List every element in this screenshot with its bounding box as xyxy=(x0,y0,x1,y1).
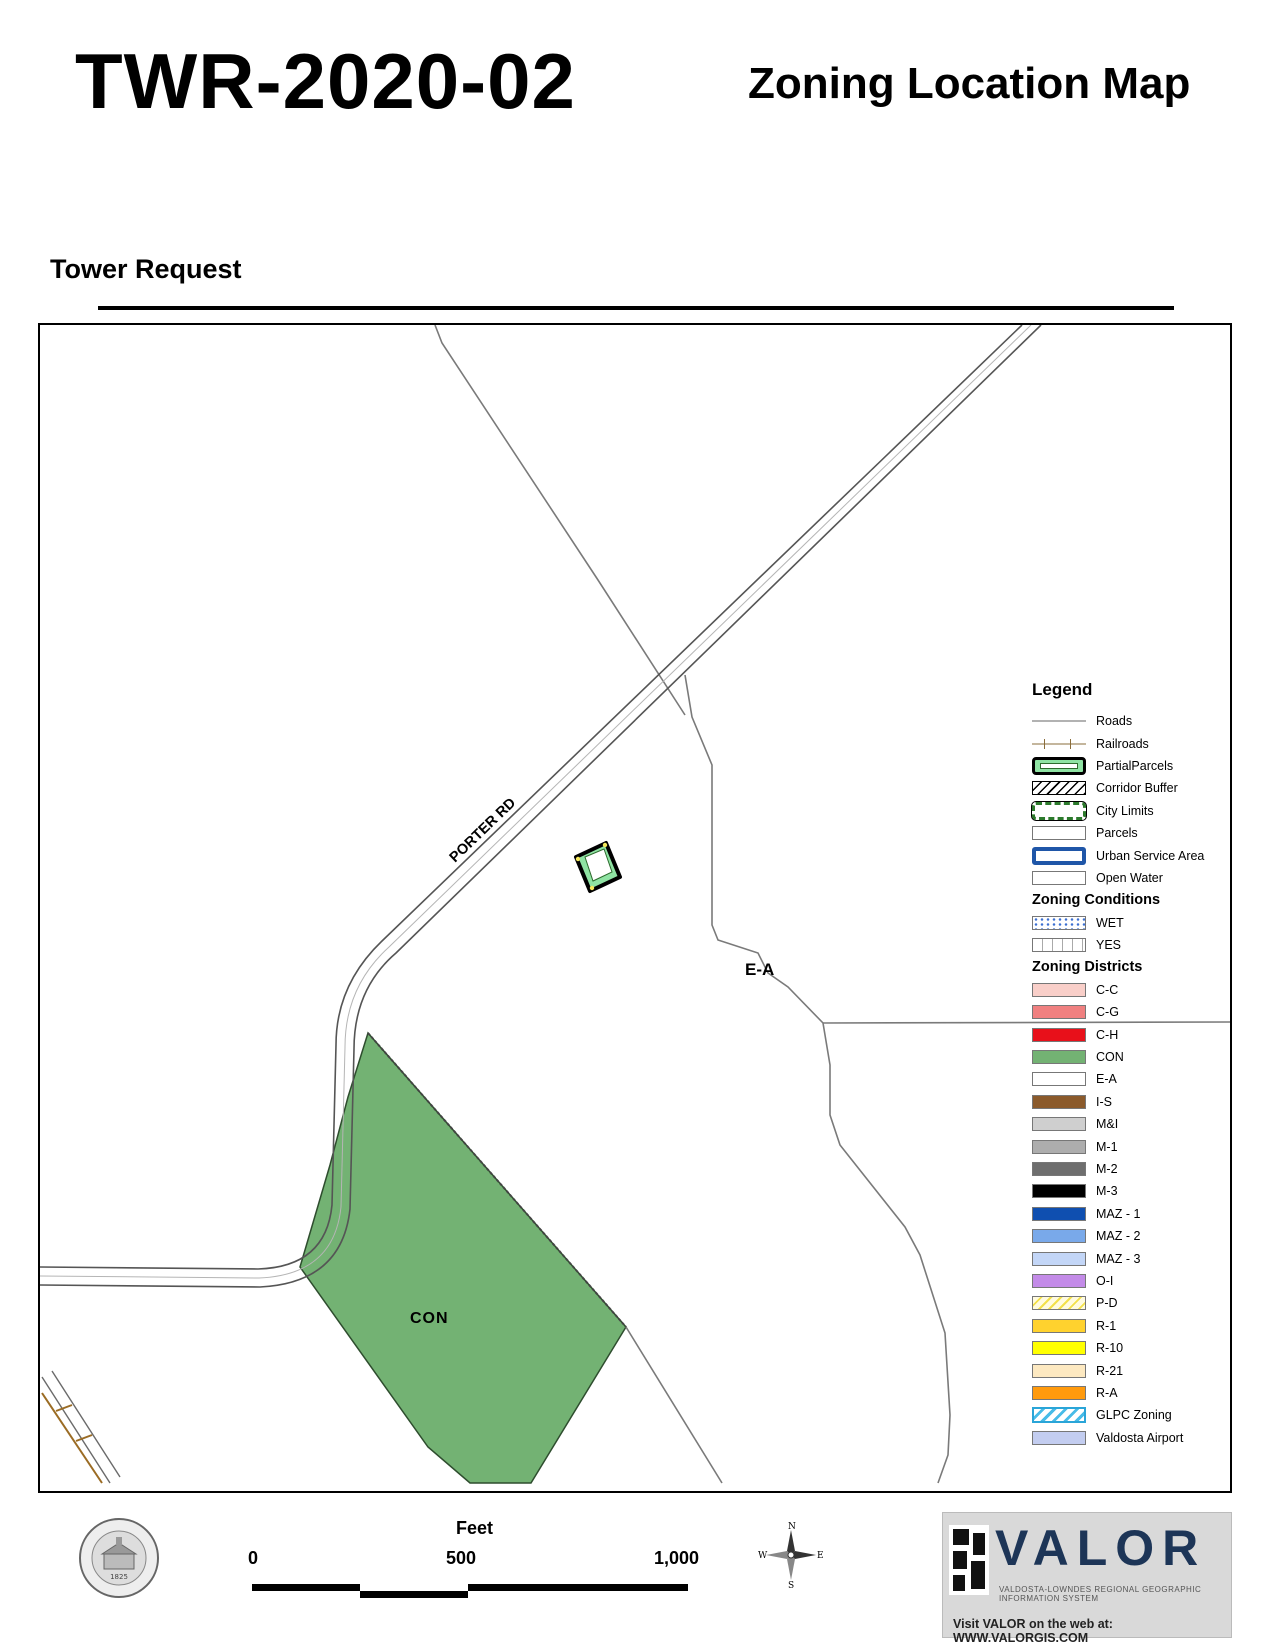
legend-label: M-1 xyxy=(1096,1139,1118,1154)
legend-district-r-21 xyxy=(1032,1359,1222,1381)
legend-label: I-S xyxy=(1096,1094,1112,1109)
county-seal-logo xyxy=(78,1517,160,1599)
map-legend xyxy=(1032,680,1222,1449)
legend-label: MAZ - 3 xyxy=(1096,1251,1141,1266)
legend-district-c-g xyxy=(1032,1001,1222,1023)
legend-swatch xyxy=(1032,1229,1086,1243)
compass-s: S xyxy=(788,1581,795,1588)
legend-label: CON xyxy=(1096,1050,1124,1065)
scale-segment-1 xyxy=(252,1584,360,1591)
legend-label: Valdosta Airport xyxy=(1096,1430,1184,1445)
legend-district-r-1 xyxy=(1032,1315,1222,1337)
legend-swatch xyxy=(1032,1319,1086,1333)
legend-condition-wet xyxy=(1032,912,1222,934)
legend-district-maz-2 xyxy=(1032,1225,1222,1247)
legend-label: O-I xyxy=(1096,1273,1114,1288)
legend-swatch xyxy=(1032,1095,1086,1109)
legend-label: GLPC Zoning xyxy=(1096,1408,1172,1423)
legend-district-glpc-zoning xyxy=(1032,1404,1222,1426)
railroad-segment xyxy=(42,1371,120,1483)
parcel-line-east xyxy=(685,675,950,1483)
legend-feature-list xyxy=(1032,710,1222,889)
legend-label: Urban Service Area xyxy=(1096,848,1205,863)
legend-item-parcels xyxy=(1032,822,1222,844)
legend-label: MAZ - 1 xyxy=(1096,1206,1141,1221)
subject-partial-parcel[interactable] xyxy=(576,843,620,891)
legend-district-r-10 xyxy=(1032,1337,1222,1359)
legend-item-partialparcels xyxy=(1032,755,1222,777)
seal-year: 1825 xyxy=(110,1573,128,1581)
legend-label: PartialParcels xyxy=(1096,758,1174,773)
compass-n: N xyxy=(788,1522,796,1532)
legend-swatch xyxy=(1032,1050,1086,1064)
legend-swatch xyxy=(1032,826,1086,840)
scale-tick-1000: 1,000 xyxy=(654,1548,700,1568)
valor-wordmark: VALOR xyxy=(995,1520,1207,1576)
valor-website-link[interactable]: Visit VALOR on the web at: WWW.VALORGIS.COM xyxy=(953,1617,1113,1645)
porter-rd-edge-left xyxy=(40,325,1022,1269)
title-rule xyxy=(98,306,1174,310)
legend-swatch xyxy=(1032,1140,1086,1154)
valor-tagline: VALDOSTA-LOWNDES REGIONAL GEOGRAPHIC INFORMATION SYSTEM xyxy=(999,1585,1202,1603)
legend-swatch xyxy=(1032,1386,1086,1400)
legend-district-p-d xyxy=(1032,1292,1222,1314)
legend-district-m-1 xyxy=(1032,1135,1222,1157)
legend-swatch xyxy=(1032,847,1086,865)
legend-condition-yes xyxy=(1032,934,1222,956)
porter-rd-label: PORTER RD xyxy=(446,795,520,866)
legend-district-valdosta-airport xyxy=(1032,1427,1222,1449)
legend-swatch xyxy=(1032,1407,1086,1423)
legend-swatch xyxy=(1032,1005,1086,1019)
legend-label: M-3 xyxy=(1096,1184,1118,1199)
map-title: Zoning Location Map xyxy=(748,59,1191,108)
legend-district-o-i xyxy=(1032,1270,1222,1292)
legend-district-m-i xyxy=(1032,1113,1222,1135)
legend-conditions-list xyxy=(1032,912,1222,957)
legend-swatch xyxy=(1032,802,1086,820)
legend-district-maz-3 xyxy=(1032,1247,1222,1269)
legend-swatch xyxy=(1032,1274,1086,1288)
parcel-line-south xyxy=(626,1327,722,1483)
request-subtitle: Tower Request xyxy=(50,254,242,284)
legend-label: WET xyxy=(1096,915,1124,930)
legend-label: Parcels xyxy=(1096,826,1138,841)
legend-districts-list xyxy=(1032,979,1222,1449)
legend-swatch xyxy=(1032,1252,1086,1266)
legend-districts-heading: Zoning Districts xyxy=(1032,959,1143,976)
legend-item-roads xyxy=(1032,710,1222,732)
legend-item-urban-service-area xyxy=(1032,844,1222,866)
legend-label: C-G xyxy=(1096,1005,1119,1020)
scale-segment-3 xyxy=(468,1584,688,1591)
scale-tick-0: 0 xyxy=(248,1548,259,1568)
legend-label: MAZ - 2 xyxy=(1096,1229,1141,1244)
compass-w: W xyxy=(758,1551,768,1561)
legend-swatch xyxy=(1032,1072,1086,1086)
legend-label: C-C xyxy=(1096,982,1119,997)
legend-label: M-2 xyxy=(1096,1162,1118,1176)
legend-item-corridor-buffer xyxy=(1032,777,1222,799)
north-arrow-compass xyxy=(758,1522,824,1588)
legend-item-open-water xyxy=(1032,867,1222,889)
legend-label: E-A xyxy=(1096,1072,1117,1087)
legend-label: C-H xyxy=(1096,1027,1119,1042)
legend-district-c-c xyxy=(1032,979,1222,1001)
zone-label-con: CON xyxy=(410,1310,449,1327)
legend-district-e-a xyxy=(1032,1068,1222,1090)
legend-swatch xyxy=(1032,1364,1086,1378)
legend-label: P-D xyxy=(1096,1296,1118,1311)
legend-district-con xyxy=(1032,1046,1222,1068)
legend-conditions-heading: Zoning Conditions xyxy=(1032,892,1161,909)
zone-label-ea: E-A xyxy=(745,960,775,979)
legend-swatch xyxy=(1032,714,1086,728)
legend-label: Railroads xyxy=(1096,736,1149,751)
legend-district-m-3 xyxy=(1032,1180,1222,1202)
valor-logo[interactable] xyxy=(942,1512,1232,1645)
legend-label: R-1 xyxy=(1096,1318,1117,1333)
legend-swatch xyxy=(1032,757,1086,775)
legend-swatch xyxy=(1032,916,1086,930)
parcel-line-north xyxy=(435,325,685,715)
legend-label: Corridor Buffer xyxy=(1096,781,1178,796)
scale-unit: Feet xyxy=(456,1518,494,1538)
legend-label: City Limits xyxy=(1096,803,1154,818)
scale-segment-2 xyxy=(360,1591,468,1598)
legend-swatch xyxy=(1032,1162,1086,1176)
legend-district-c-h xyxy=(1032,1023,1222,1045)
legend-swatch xyxy=(1032,1117,1086,1131)
legend-swatch xyxy=(1032,1184,1086,1198)
legend-swatch xyxy=(1032,1296,1086,1310)
legend-label: R-A xyxy=(1096,1385,1118,1400)
legend-swatch xyxy=(1032,1341,1086,1355)
porter-rd-centerline xyxy=(40,325,1031,1278)
legend-district-i-s xyxy=(1032,1091,1222,1113)
legend-swatch xyxy=(1032,1028,1086,1042)
legend-swatch xyxy=(1032,983,1086,997)
legend-swatch xyxy=(1032,871,1086,885)
legend-swatch xyxy=(1032,938,1086,952)
compass-e: E xyxy=(817,1551,824,1561)
legend-label: Open Water xyxy=(1096,870,1163,885)
legend-swatch xyxy=(1032,781,1086,795)
legend-label: YES xyxy=(1096,938,1122,953)
legend-swatch xyxy=(1032,1431,1086,1445)
legend-label: R-21 xyxy=(1096,1363,1124,1378)
porter-rd-edge-right xyxy=(40,325,1041,1287)
legend-district-m-2 xyxy=(1032,1158,1222,1180)
legend-label: Roads xyxy=(1096,714,1133,729)
legend-district-r-a xyxy=(1032,1382,1222,1404)
legend-title: Legend xyxy=(1032,680,1093,699)
legend-swatch xyxy=(1032,1207,1086,1221)
scale-bar xyxy=(236,1518,716,1608)
valor-mark-icon xyxy=(949,1525,989,1595)
legend-district-maz-1 xyxy=(1032,1203,1222,1225)
con-zone-polygon[interactable] xyxy=(300,1033,626,1483)
legend-label: M&I xyxy=(1096,1117,1119,1132)
legend-swatch xyxy=(1032,737,1086,751)
legend-item-city-limits xyxy=(1032,800,1222,822)
legend-item-railroads xyxy=(1032,732,1222,754)
case-number: TWR-2020-02 xyxy=(75,37,576,125)
scale-tick-500: 500 xyxy=(446,1548,477,1568)
legend-label: R-10 xyxy=(1096,1341,1124,1356)
